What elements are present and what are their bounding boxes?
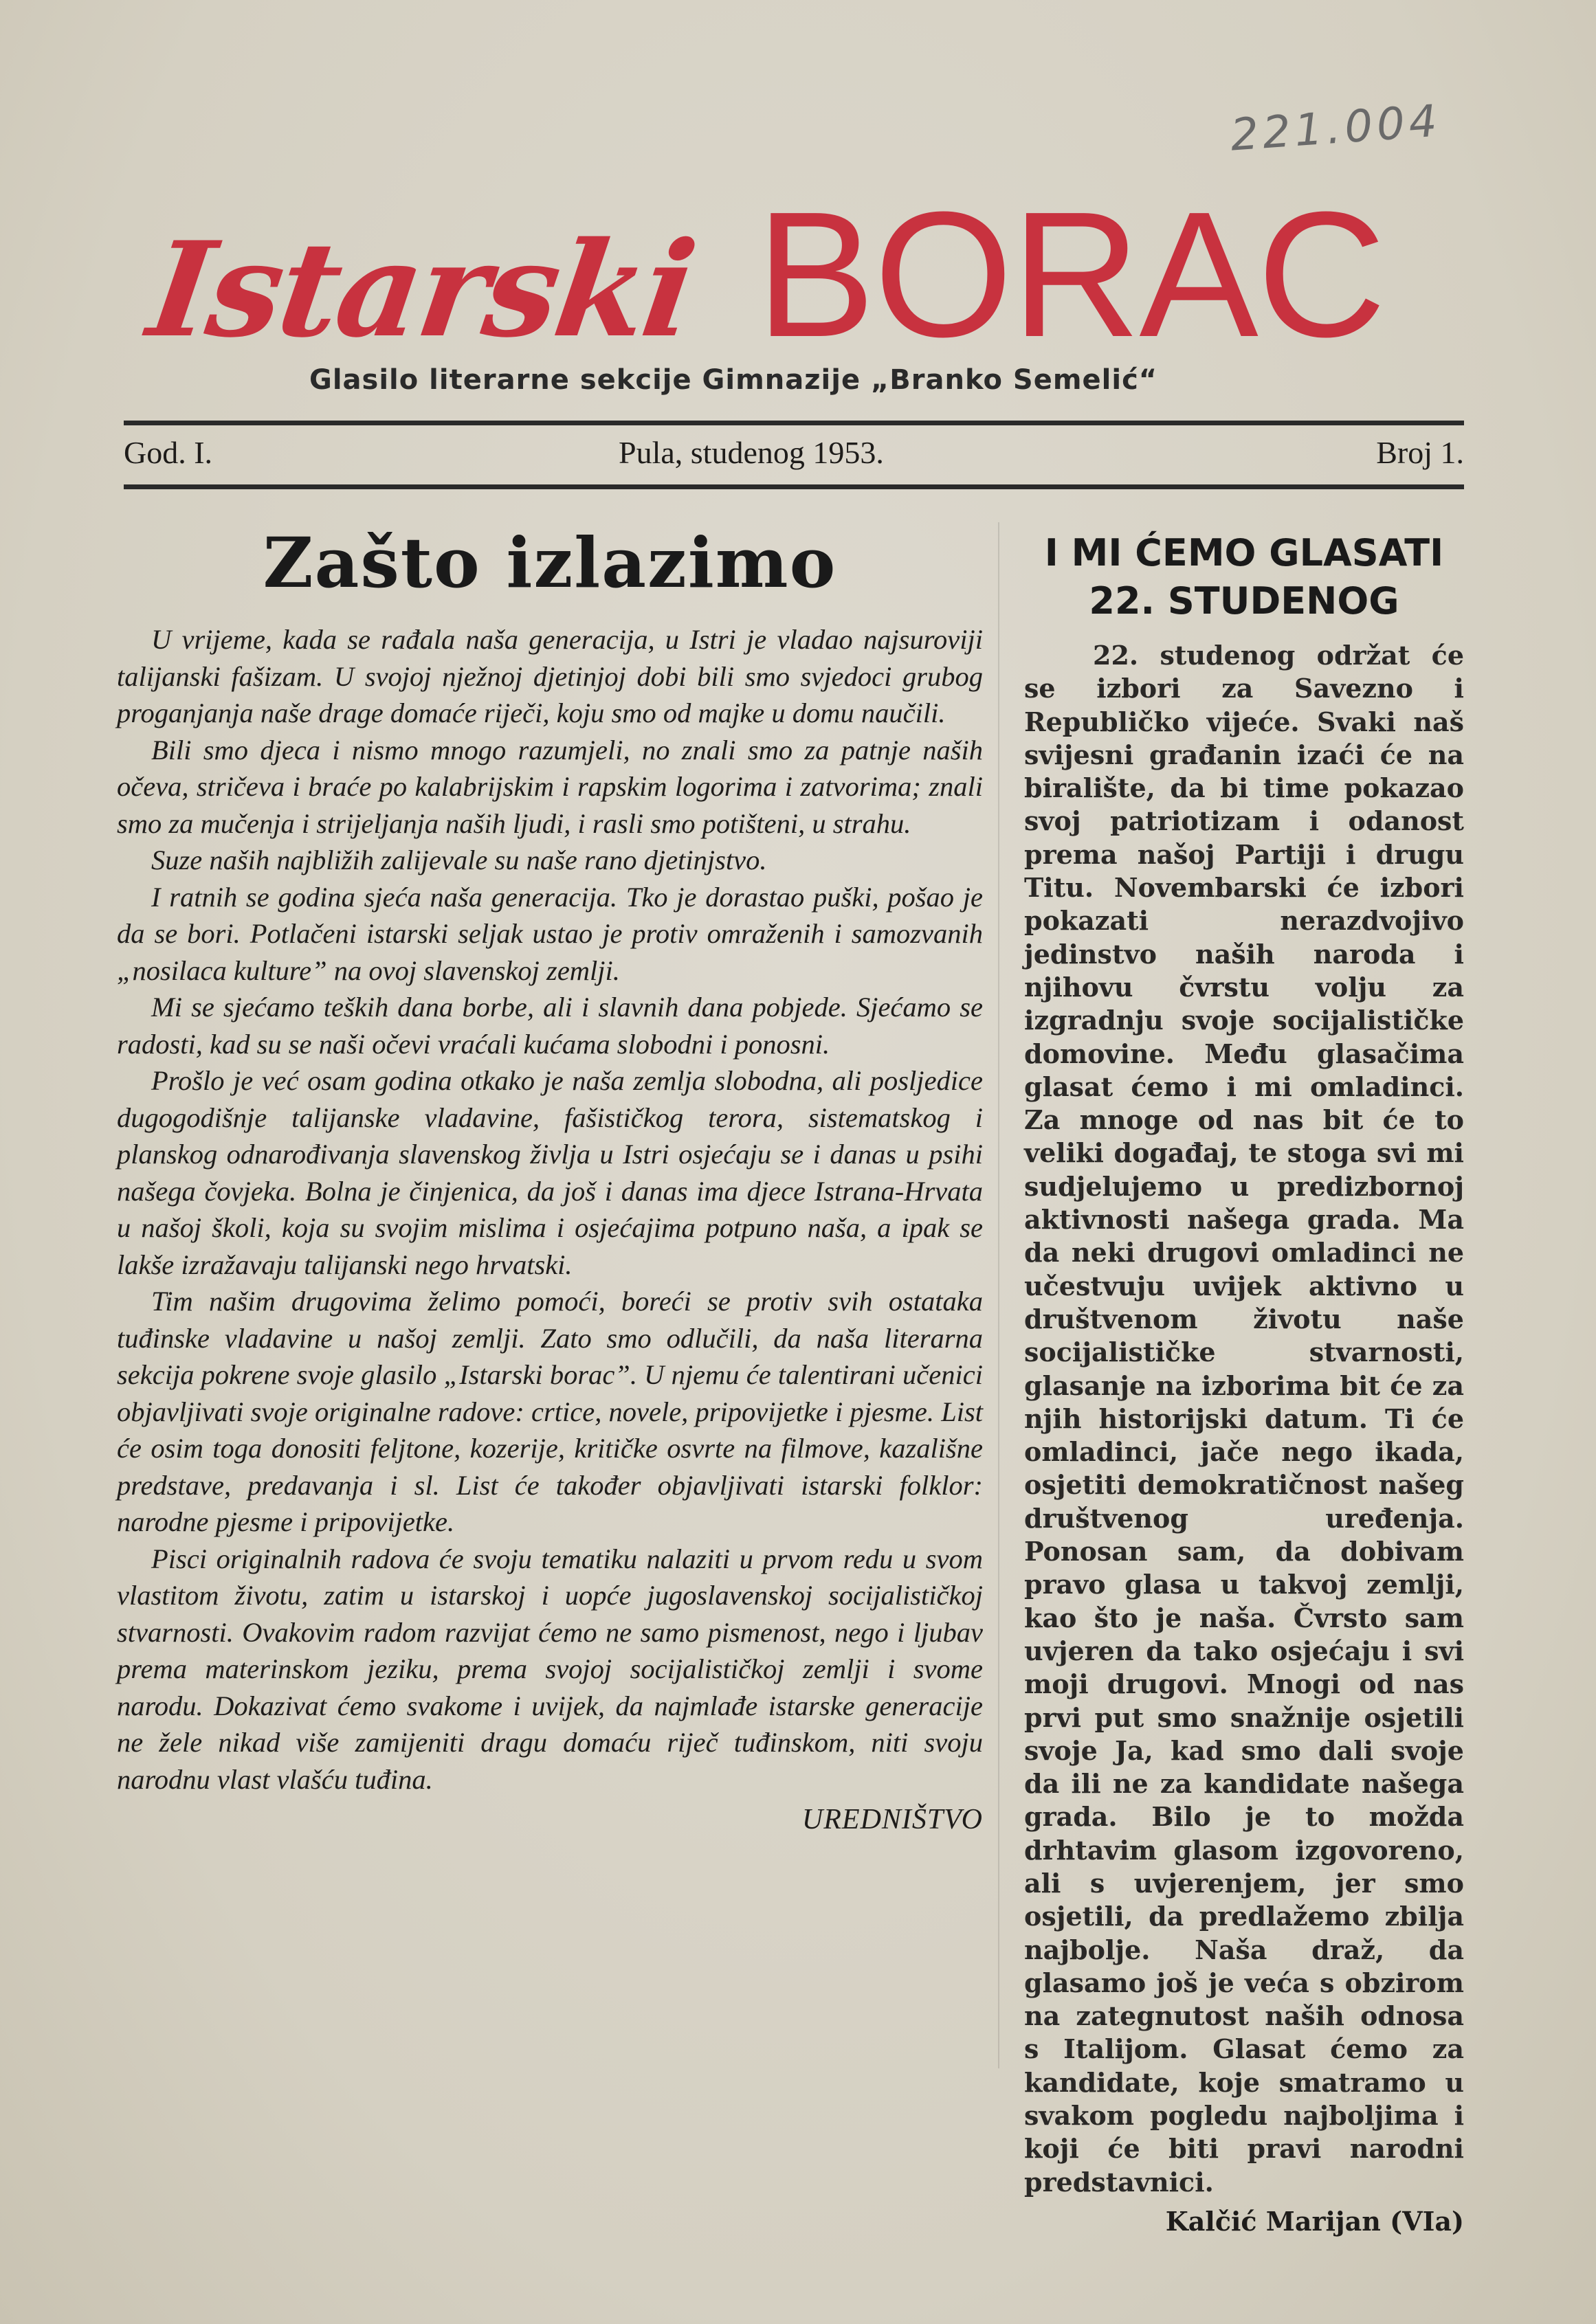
title-borac: BORAC [756,175,1385,375]
issue-number: Broj 1. [1376,435,1464,470]
election-signature: Kalčić Marijan (VIa) [1165,2205,1464,2237]
archive-number: 221.004 [1228,96,1443,161]
masthead-subtitle: Glasilo literarne sekcije Gimnazije „Branko Semelić“ [309,364,1158,396]
editorial-paragraph: Mi se sjećamo teških dana borbe, ali i slavnih dana pobjede. Sjećamo se radosti, kad su se naši očevi vraćali kućama slobodni i ponosni. [117,992,983,1060]
election-article [1024,529,1464,2237]
editorial-paragraph: Prošlo je već osam godina otkako je naša zemlja slobodna, ali posljedice dugogodišnje talijanske vladavine, fašističkog terora, sistematskog i planskog odnarođivanja slavenskog življa u Istri osjećaju se i danas u psihi našega čovjeka. Bolna je činjenica, da još i danas ima djece Istrana-Hrvata u našoj školi, koja su svojim mislima i osjećajima potpuno naša, a ipak se lakše izražavaju talijanski nego hrvatski. [117,1065,983,1280]
masthead [0,175,1596,399]
election-title [1024,529,1464,625]
election-paragraph: 22. studenog održat će se izbori za Savezno i Republičko vijeće. Svaki naš svijesni građanin izaći će na biralište, da bi time pokazao svoj patriotizam i odanost prema našoj Partiji i drugu Titu. Novembarski će izbori pokazati nerazdvojivo jedinstvo naših naroda i njihovu čvrstu volju za izgradnju svoje socijalističke domovine. Među glasačima glasat ćemo i mi omladinci. Za mnoge od nas bit će to veliki događaj, te stoga svi mi sudjelujemo u predizbornoj aktivnosti našega grada. Ma da neki drugovi omladinci ne učestvuju uvijek aktivno u društvenom životu naše socijalističke stvarnosti, glasanje na izborima bit će za njih historijski datum. Ti će omladinci, jače nego ikada, osjetiti demokratičnost našeg društvenog uređenja. Ponosan sam, da dobivam pravo glasa u takvoj zemlji, kao što je naša. Čvrsto sam uvjeren da tako osjećaju i svi moji drugovi. Mnogi od nas prvi put smo snažnije osjetili svoje Ja, kad smo dali svoje da ili ne za kandidate našega grada. Bilo je to možda drhtavim glasom izgovoreno, ali s uvjerenjem, jer smo osjetili, da predlažemo zbilja najbolje. Naša draž, da glasamo još je veća s obzirom na zategnutost naših odnosa s Italijom. Glasat ćemo za kandidate, koje smatramo u svakom pogledu najboljima i koji će biti pravi narodni predstavnici. [1024,640,1464,2198]
issue-place-date: Pula, studenog 1953. [619,435,884,470]
editorial-title: Zašto izlazimo [263,522,837,603]
editorial-paragraph: I ratnih se godina sjeća naša generacija. Tko je dorastao puški, pošao je da se bori. Potlačeni istarski seljak ustao je protiv omraženih i samozvanih „nosilaca kulture” na ovoj slavenskoj zemlji. [117,881,983,986]
editorial-paragraph: Bili smo djeca i nismo mnogo razumjeli, no znali smo za patnje naših očeva, stričeva i braće po kalabrijskim i rapskim logorima i zatvorima; znali smo za mučenja i strijeljanja naših ljudi, i rasli smo potišteni, u strahu. [117,734,983,839]
issue-year: God. I. [124,435,213,470]
election-title-line1: I MI ĆEMO GLASATI [1044,531,1444,574]
editorial-signature: UREDNIŠTVO [801,1804,983,1835]
editorial-paragraph: Pisci originalnih radova će svoju tematiku nalaziti u prvom redu u svom vlastitom životu, zatim u istarskoj i uopće jugoslavenskoj socijalističkoj stvarnosti. Ovakovim radom razvijat ćemo ne samo pismenost, nego i ljubav prema materinskom jeziku, prema svojoj socijalističkoj zemlji i svome narodu. Dokazivat ćemo svakome i uvijek, da najmlađe istarske generacije ne žele nikad više zamijeniti dragu domaću riječ tuđinskom, niti svoju narodnu vlast vlašću tuđina. [117,1543,983,1795]
editorial-paragraph: Suze naših najbližih zalijevale su naše rano djetinjstvo. [151,845,767,875]
issue-meta-row [124,434,1464,476]
bottom-rule [124,484,1464,489]
election-title-line2: 22. STUDENOG [1089,579,1399,623]
column-divider [998,522,999,2068]
editorial-paragraph: Tim našim drugovima želimo pomoći, boreći se protiv svih ostataka tuđinske vladavine u našoj zemlji. Zato smo odlučili, da naša literarna sekcija pokrene svoje glasilo „Istarski borac”. U njemu će talentirani učenici objavljivati svoje originalne radove: crtice, novele, pripovijetke i pjesme. List će osim toga donositi feljtone, kozerije, kritičke osvrte na filmove, kazališne predstave, predavanja i sl. List će također objavljivati istarski folklor: narodne pjesme i pripovijetke. [117,1286,983,1537]
editorial-article [117,522,983,1836]
editorial-paragraph: U vrijeme, kada se rađala naša generacija, u Istri je vladao najsuroviji talijanski fašizam. U svojoj nježnoj djetinjoj dobi bili smo svjedoci grubog proganjanja naše drage domaće riječi, koju smo od majke u domu naučili. [117,624,983,728]
title-istarski: Istarski [140,213,702,366]
top-rule [124,421,1464,425]
